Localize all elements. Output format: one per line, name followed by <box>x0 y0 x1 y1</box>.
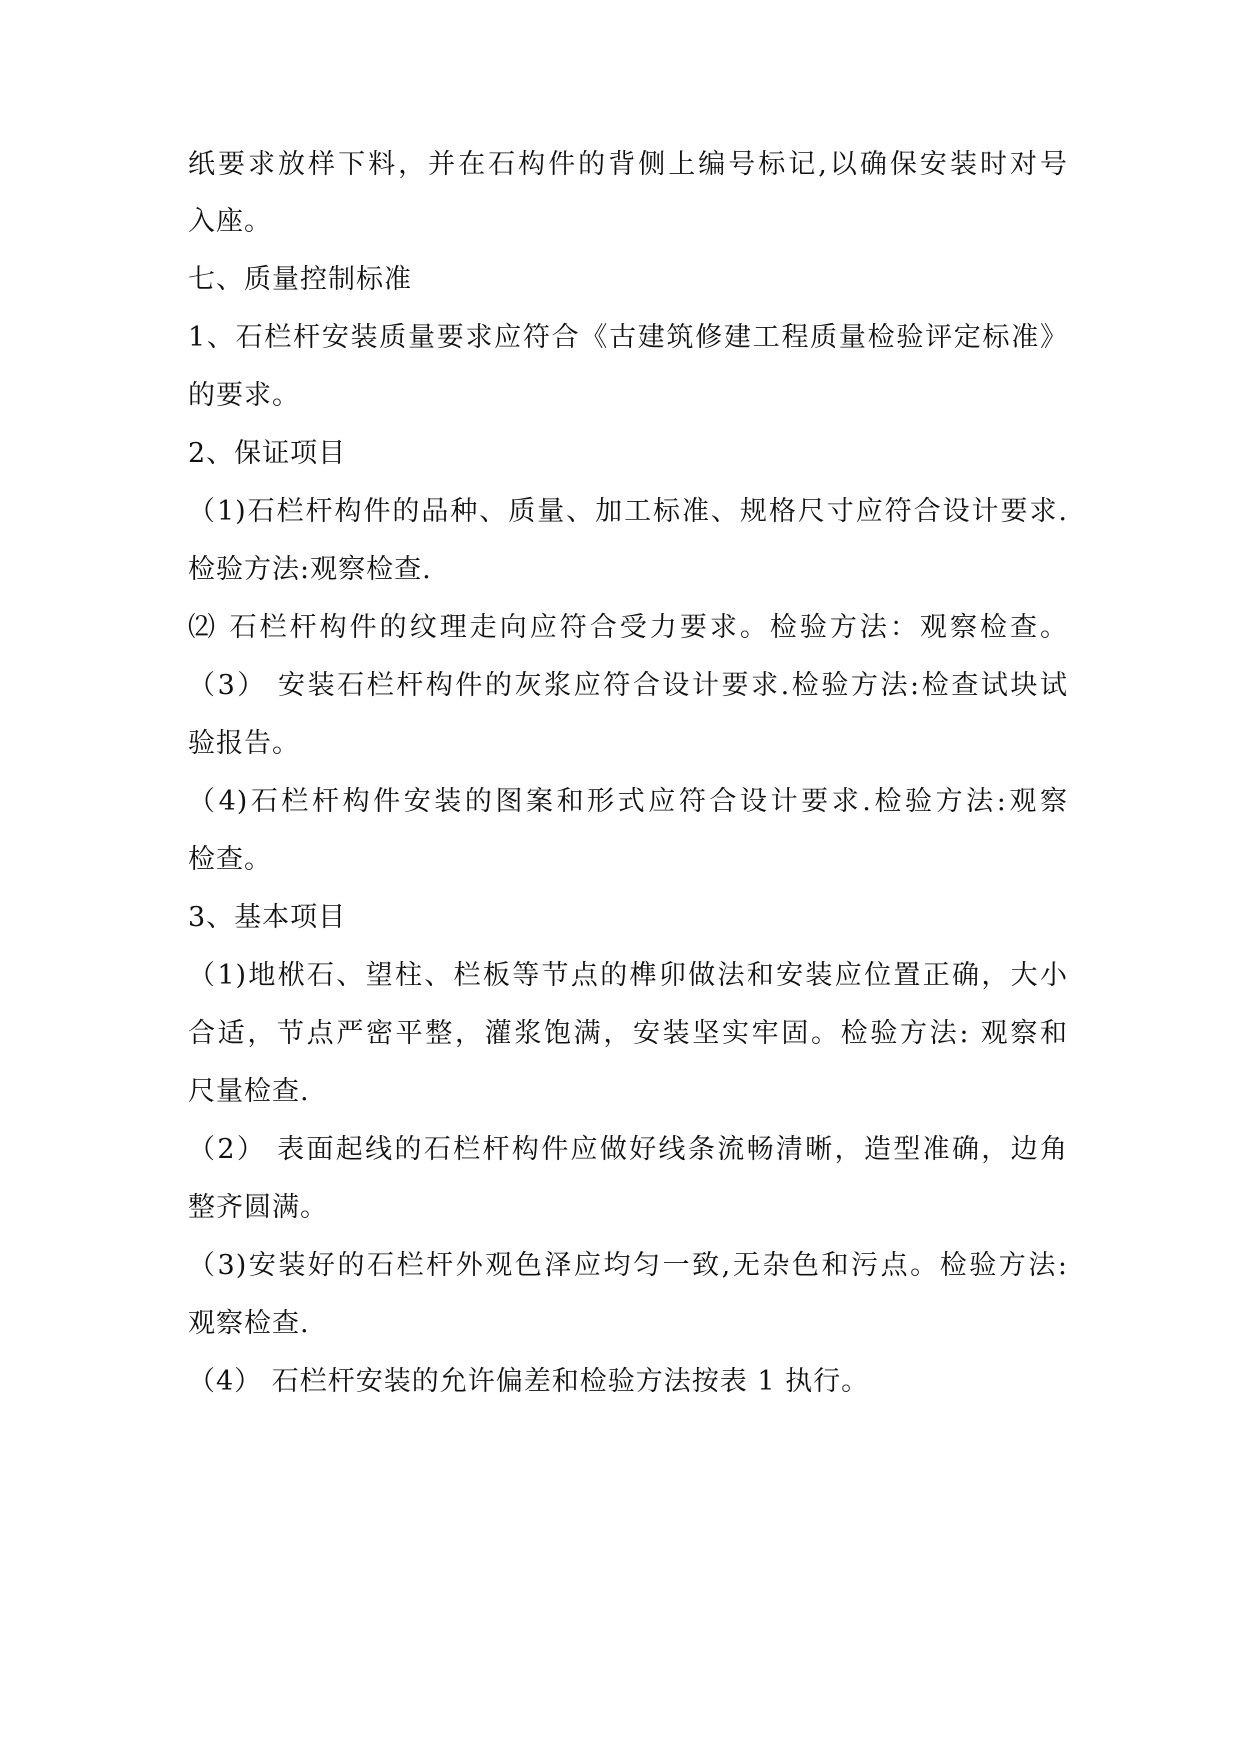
paragraph-line: 1、石栏杆安装质量要求应符合《古建筑修建工程质量检验评定标准》 <box>188 322 1068 353</box>
paragraph-line: ⑵ 石栏杆构件的纹理走向应符合受力要求。检验方法：观察检查。 <box>188 612 1068 643</box>
paragraph-line: （2） 表面起线的石栏杆构件应做好线条流畅清晰，造型准确，边角 <box>188 1134 1068 1165</box>
paragraph-line: 合适，节点严密平整，灌浆饱满，安装坚实牢固。检验方法: 观察和 <box>188 1018 1068 1049</box>
paragraph-line: 纸要求放样下料，并在石构件的背侧上编号标记,以确保安装时对号 <box>188 149 1068 180</box>
paragraph-line: （3)安装好的石栏杆外观色泽应均匀一致,无杂色和污点。检验方法: <box>188 1250 1068 1281</box>
paragraph-line: 的要求。 <box>188 380 300 411</box>
paragraph-line: 观察检查. <box>188 1308 310 1339</box>
paragraph-line: 入座。 <box>188 206 272 237</box>
section-heading: 七、质量控制标准 <box>188 264 412 295</box>
paragraph-line: 检查。 <box>188 844 272 875</box>
paragraph-line: 整齐圆满。 <box>188 1192 328 1223</box>
paragraph-line: （3） 安装石栏杆构件的灰浆应符合设计要求.检验方法:检查试块试 <box>188 670 1068 701</box>
paragraph-line: 检验方法:观察检查. <box>188 554 432 585</box>
paragraph-line: （1)地栿石、望柱、栏板等节点的榫卯做法和安装应位置正确，大小 <box>188 960 1068 991</box>
paragraph-line: （1)石栏杆构件的品种、质量、加工标准、规格尺寸应符合设计要求. <box>188 496 1068 527</box>
paragraph-line: 验报告。 <box>188 728 300 759</box>
paragraph-line: 尺量检查. <box>188 1076 310 1107</box>
subsection-heading: 2、保证项目 <box>188 438 347 469</box>
paragraph-line: （4） 石栏杆安装的允许偏差和检验方法按表 1 执行。 <box>188 1366 870 1397</box>
paragraph-line: （4)石栏杆构件安装的图案和形式应符合设计要求.检验方法:观察 <box>188 786 1068 817</box>
subsection-heading: 3、基本项目 <box>188 902 347 933</box>
